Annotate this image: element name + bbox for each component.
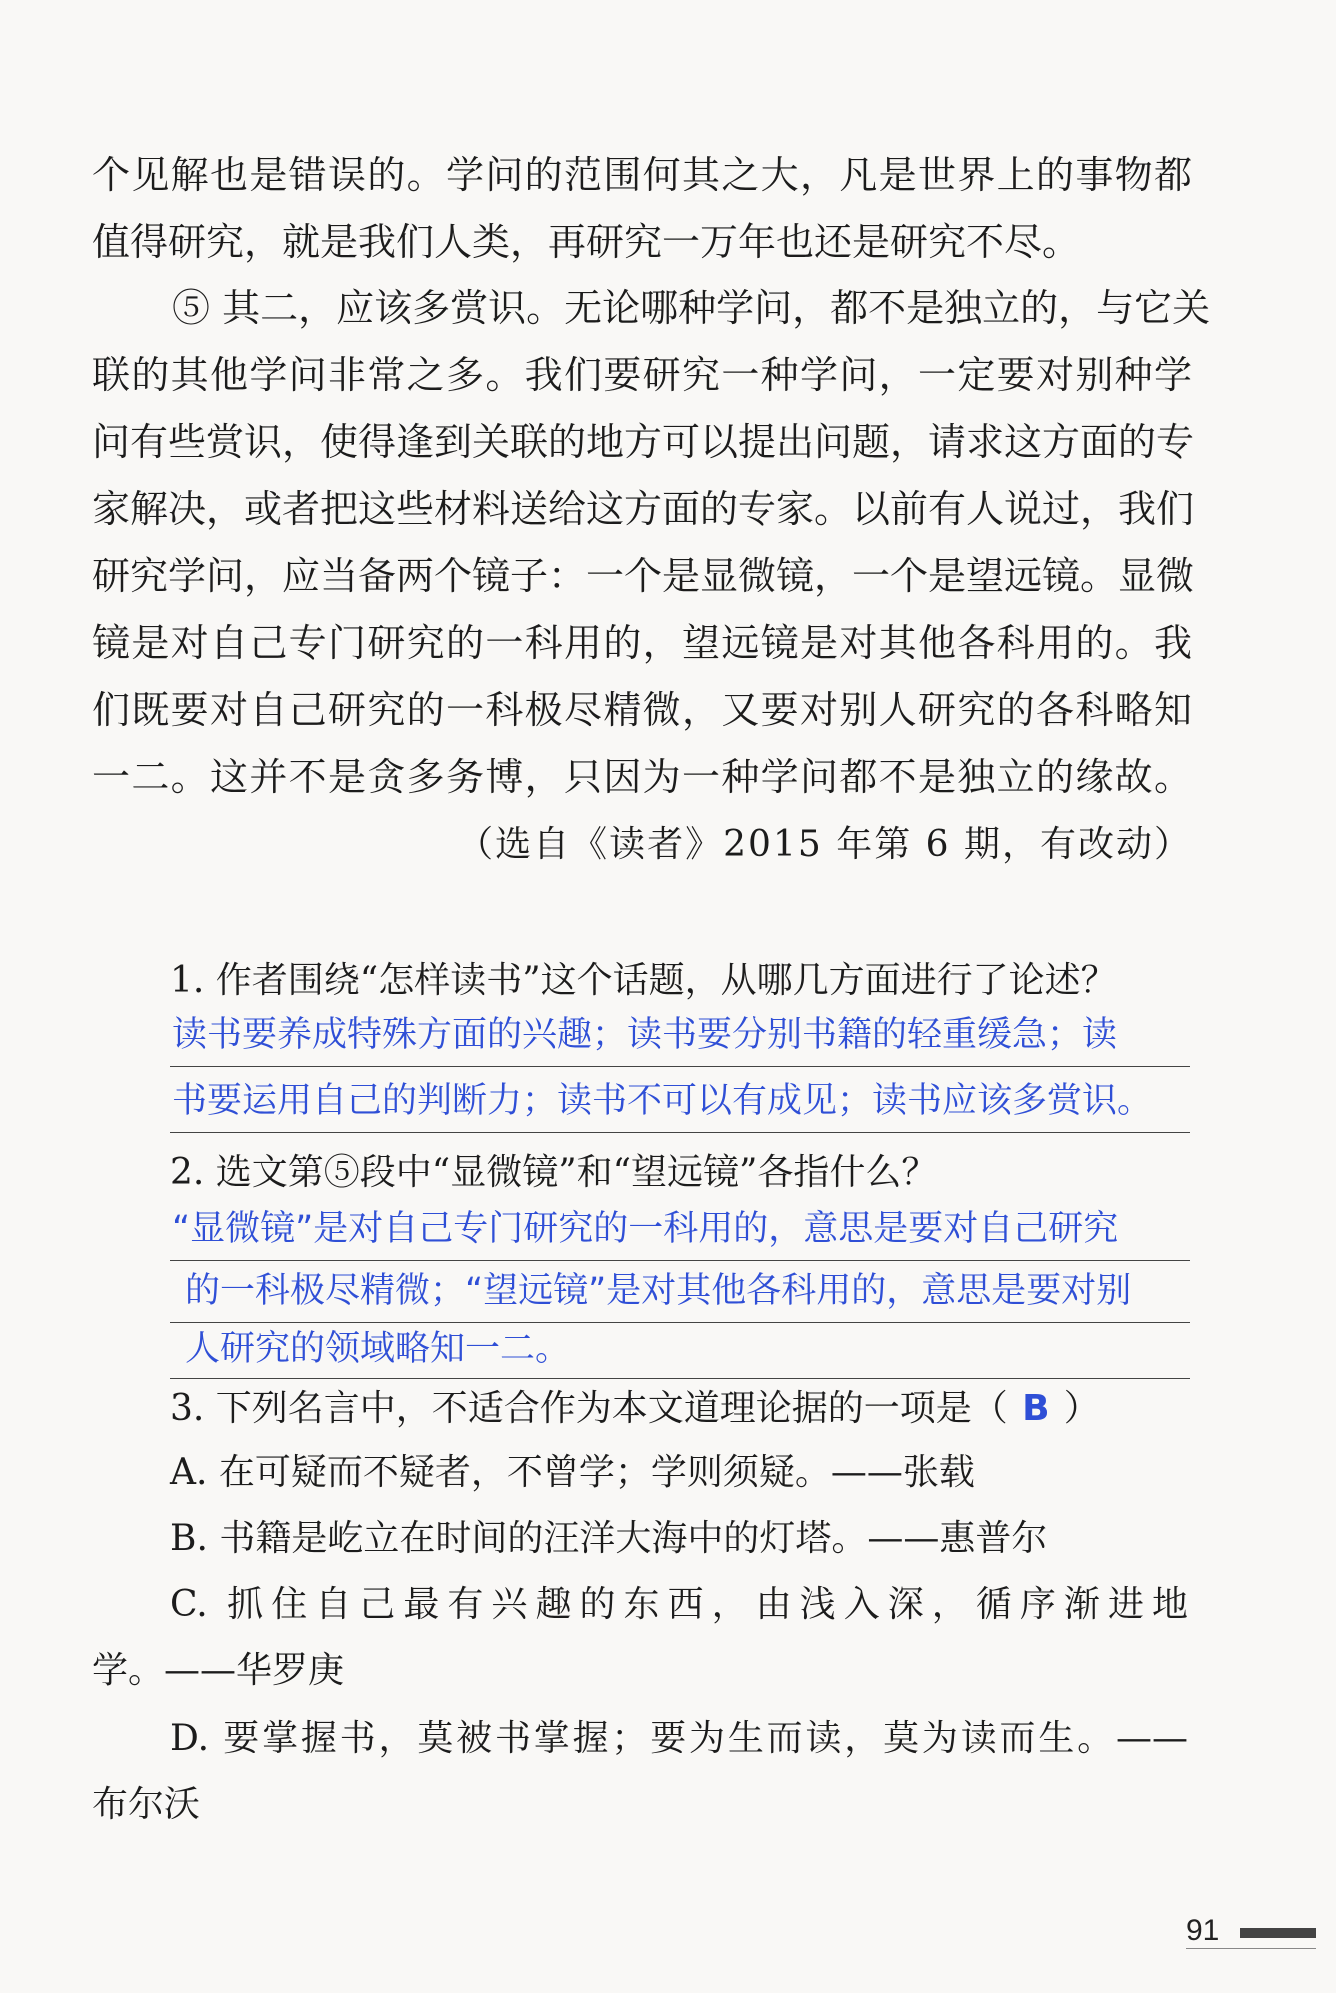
question-2: 2. 选文第⑤段中“显微镜”和“望远镜”各指什么？ (170, 1152, 938, 1193)
page-number-rule (1186, 1948, 1316, 1949)
option-d-line-2: 布尔沃 (92, 1784, 201, 1825)
passage-line-2: 值得研究，就是我们人类，再研究一万年也还是研究不尽。 (92, 220, 1081, 264)
option-a: A. 在可疑而不疑者，不曾学；学则须疑。——张载 (170, 1452, 975, 1493)
answer-rule (170, 1322, 1190, 1323)
option-c-line-1: C. 抓住自己最有兴趣的东西，由浅入深，循序渐进地 (170, 1584, 1188, 1625)
passage-line-7: 研究学问，应当备两个镜子：一个是显微镜，一个是望远镜。显微 (92, 554, 1195, 598)
passage-line-4: 联的其他学问非常之多。我们要研究一种学问，一定要对别种学 (92, 353, 1192, 397)
page-number-decoration (1240, 1928, 1316, 1938)
passage-line-6: 家解决，或者把这些材料送给这方面的专家。以前有人说过，我们 (92, 487, 1195, 531)
answer-rule (170, 1378, 1190, 1379)
passage-line-10: 一二。这并不是贪多务博，只因为一种学问都不是独立的缘故。 (92, 755, 1192, 799)
passage-source: （选自《读者》2015 年第 6 期，有改动） (457, 824, 1192, 865)
answer-2-line-1: “显微镜”是对自己专门研究的一科用的，意思是要对自己研究 (172, 1209, 1119, 1249)
page-number: 91 (1186, 1914, 1220, 1947)
answer-rule (170, 1132, 1190, 1133)
answer-rule (170, 1066, 1190, 1067)
question-3 (170, 1386, 1210, 1432)
option-d-line-1: D. 要掌握书，莫被书掌握；要为生而读，莫为读而生。—— (170, 1718, 1188, 1759)
passage-line-8: 镜是对自己专门研究的一科用的，望远镜是对其他各科用的。我 (92, 621, 1192, 665)
answer-rule (170, 1260, 1190, 1261)
option-b: B. 书籍是屹立在时间的汪洋大海中的灯塔。——惠普尔 (170, 1518, 1048, 1559)
answer-1-line-1: 读书要养成特殊方面的兴趣；读书要分别书籍的轻重缓急；读 (172, 1015, 1118, 1055)
answer-2-line-3: 人研究的领域略知一二。 (185, 1329, 571, 1369)
question-1: 1. 作者围绕“怎样读书”这个话题，从哪几方面进行了论述？ (170, 960, 1117, 1001)
passage-line-5: 问有些赏识，使得逢到关联的地方可以提出问题，请求这方面的专 (92, 420, 1195, 464)
answer-1-line-2: 书要运用自己的判断力；读书不可以有成见；读书应该多赏识。 (172, 1081, 1153, 1121)
answer-2-line-2: 的一科极尽精微；“望远镜”是对其他各科用的，意思是要对别 (185, 1271, 1132, 1311)
question-3-close-paren: ） (1063, 1388, 1100, 1429)
question-3-answer: B (1022, 1388, 1050, 1429)
question-3-text: 3. 下列名言中，不适合作为本文道理论据的一项是（ (170, 1388, 1008, 1429)
option-c-line-2: 学。——华罗庚 (92, 1650, 345, 1691)
passage-line-1: 个见解也是错误的。学问的范围何其之大，凡是世界上的事物都 (92, 153, 1192, 197)
passage-line-9: 们既要对自己研究的一科极尽精微，又要对别人研究的各科略知 (92, 688, 1192, 732)
passage-line-3: ⑤ 其二，应该多赏识。无论哪种学问，都不是独立的，与它关 (172, 286, 1211, 330)
